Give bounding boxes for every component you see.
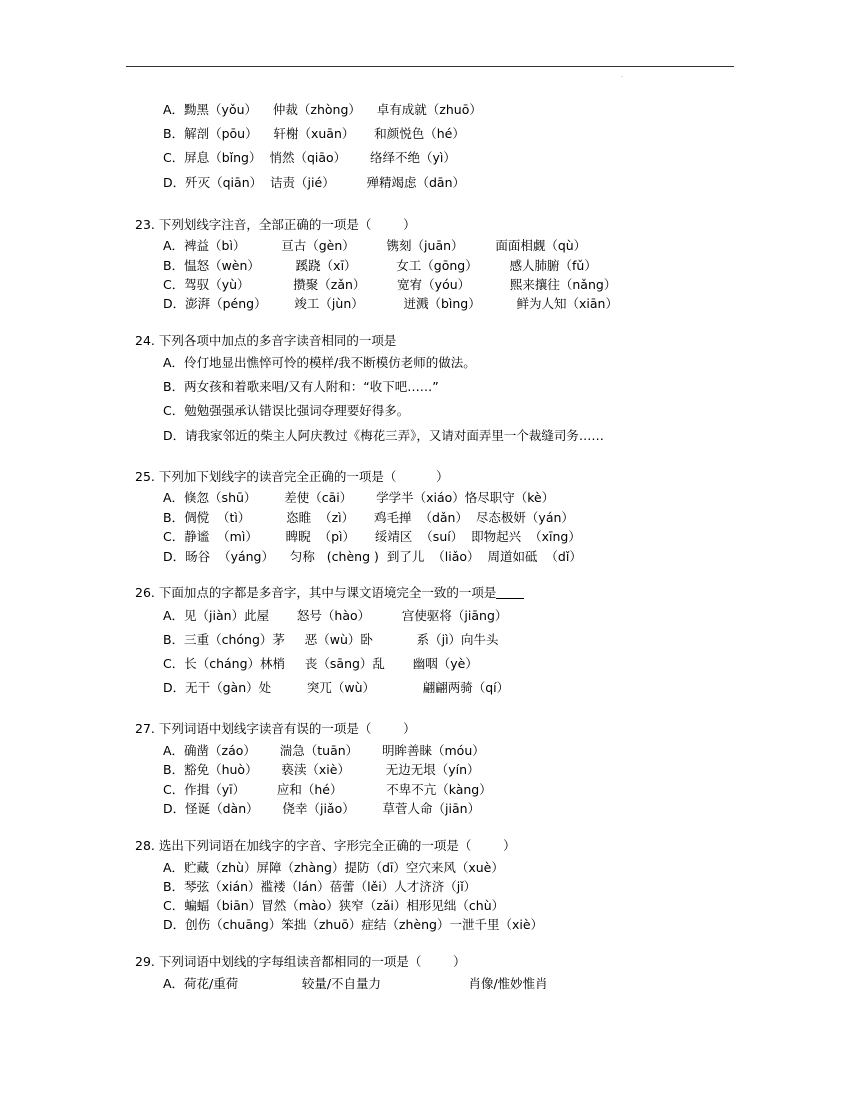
option-27-a: A．确凿（záo） 湍急（tuān） 明眸善睐（móu） bbox=[163, 743, 485, 758]
question-number: 27. bbox=[135, 721, 155, 736]
header-mark: . bbox=[621, 72, 623, 79]
option-24-d: D．请我家邻近的柴主人阿庆教过《梅花三弄》，又请对面弄里一个裁缝司务…… bbox=[163, 428, 604, 443]
question-number: 29. bbox=[135, 954, 155, 969]
option-26-a: A．见（jiàn）此屋 怒号（hào） 宫使驱将（jiāng） bbox=[163, 608, 508, 623]
question-text: 下列各项中加点的多音字读音相同的一项是 bbox=[158, 333, 397, 348]
option-26-b: B．三重（chóng）茅 恶（wù）卧 系（jì）向牛头 bbox=[163, 632, 499, 647]
option-22-d: D．歼灭（qiān） 诘责（jié） 殚精竭虑（dān） bbox=[163, 175, 466, 190]
option-28-c: C．蝙蝠（biān）冒然（mào）狭窄（zǎi）相形见绌（chù） bbox=[163, 898, 505, 913]
option-25-d: D．旸谷 （yáng） 匀称 (chèng ) 到了儿 （liǎo） 周道如砥 （dǐ） bbox=[163, 549, 582, 564]
answer-blank bbox=[496, 586, 524, 599]
option-27-d: D．怪诞（dàn） 侥幸（jiǎo） 草菅人命（jiān） bbox=[163, 801, 481, 816]
option-23-a: A．裨益（bì） 亘古（gèn） 镌刻（juān） 面面相觑（qù） bbox=[163, 238, 587, 253]
question-number: 25. bbox=[135, 469, 155, 484]
option-23-c: C．驾驭（yù） 攒聚（zǎn） 宽宥（yóu） 熙来攘往（nǎng） bbox=[163, 277, 617, 292]
question-27-stem bbox=[135, 721, 416, 737]
option-27-b: B．豁免（huò） 亵渎（xiè） 无边无垠（yín） bbox=[163, 762, 480, 777]
option-27-c: C．作揖（yī） 应和（hé） 不卑不亢（kàng） bbox=[163, 782, 492, 797]
option-24-a: A．伶仃地显出憔悴可怜的模样/我不断模仿老师的做法。 bbox=[163, 355, 476, 370]
question-28-stem bbox=[135, 838, 516, 854]
question-text: 下面加点的字都是多音字，其中与课文语境完全一致的一项是 bbox=[158, 585, 497, 600]
question-23-stem bbox=[135, 217, 416, 233]
option-28-b: B．琴弦（xián）褴褛（lán）蓓蕾（lěi）人才济济（jǐ） bbox=[163, 879, 477, 894]
question-text: 选出下列词语在加线字的字音、字形完全正确的一项是（ ） bbox=[158, 838, 516, 853]
option-29-a: A．荷花/重荷 较量/不自量力 肖像/惟妙惟肖 bbox=[163, 976, 548, 991]
option-25-b: B．倜傥 （tì） 恣睢 （zì） 鸡毛掸 （dǎn） 尽态极妍（yán） bbox=[163, 510, 574, 525]
question-text: 下列词语中划线字读音有误的一项是（ ） bbox=[158, 721, 416, 736]
question-number: 23. bbox=[135, 217, 155, 232]
question-26-stem bbox=[135, 585, 524, 601]
question-text: 下列词语中划线的字每组读音都相同的一项是（ ） bbox=[158, 954, 466, 969]
question-29-stem bbox=[135, 954, 466, 970]
question-number: 28. bbox=[135, 838, 155, 853]
question-text: 下列加下划线字的读音完全正确的一项是（ ） bbox=[158, 469, 449, 484]
question-24-stem bbox=[135, 333, 396, 349]
option-23-b: B．愠怒（wèn） 蹊跷（xī） 女工（gōng） 感人肺腑（fǔ） bbox=[163, 258, 597, 273]
question-text: 下列划线字注音，全部正确的一项是（ ） bbox=[158, 217, 416, 232]
option-26-d: D．无干（gàn）处 突兀（wù） 翩翩两骑（qí） bbox=[163, 680, 510, 695]
option-26-c: C．长（cháng）林梢 丧（sāng）乱 幽咽（yè） bbox=[163, 656, 478, 671]
option-22-c: C．屏息（bǐng） 悄然（qiāo） 络绎不绝（yì） bbox=[163, 150, 456, 165]
question-number: 24. bbox=[135, 333, 155, 348]
option-28-a: A．贮藏（zhù）屏障（zhàng）提防（dī）空穴来风（xuè） bbox=[163, 860, 504, 875]
option-23-d: D．澎湃（péng） 竣工（jùn） 迸溅（bìng） 鲜为人知（xiān） bbox=[163, 296, 618, 311]
question-number: 26. bbox=[135, 585, 155, 600]
option-24-b: B．两女孩和着歌来唱/又有人附和：“收下吧……” bbox=[163, 379, 439, 394]
option-22-b: B．解剖（pōu） 轩榭（xuān） 和颜悦色（hé） bbox=[163, 126, 465, 141]
option-25-c: C．静谧 （mì） 睥睨 （pì） 绥靖区 （suí） 即物起兴 （xīng） bbox=[163, 529, 581, 544]
option-22-a: A．黝黑（yǒu） 仲裁（zhòng） 卓有成就（zhuō） bbox=[163, 102, 482, 117]
option-28-d: D．创伤（chuāng）笨拙（zhuō）症结（zhèng）一泄千里（xiè） bbox=[163, 917, 544, 932]
option-24-c: C．勉勉强强承认错误比强词夺理要好得多。 bbox=[163, 403, 410, 418]
option-25-a: A．倏忽（shū） 差使（cāi） 学学半（xiáo）恪尽职守（kè） bbox=[163, 490, 555, 505]
question-25-stem bbox=[135, 469, 449, 485]
